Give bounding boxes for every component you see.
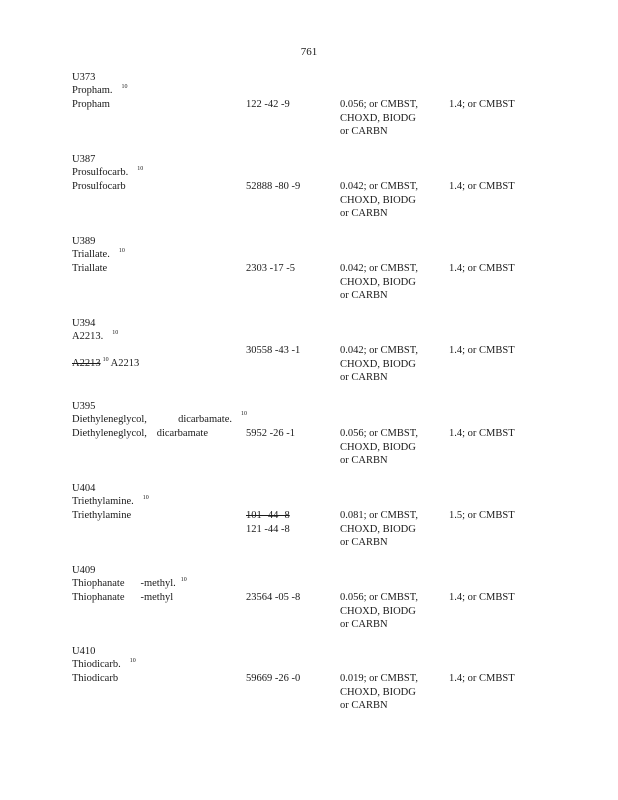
waste-code: U389: [72, 236, 96, 247]
footnote-marker: 10: [112, 330, 119, 336]
wastewater-standard: 0.042; or CMBST, CHOXD, BIODG or CARBN: [340, 181, 418, 219]
waste-code: U404: [72, 483, 96, 494]
cas-number: 2303 -17 -5: [246, 263, 295, 274]
entry-title: Thiodicarb. $^{10}$: [72, 658, 136, 670]
waste-entry-u373: [72, 71, 572, 151]
constituent-name: Prosulfocarb: [72, 181, 126, 192]
constituent-name: [72, 357, 139, 373]
waste-entry-u410: [72, 645, 572, 725]
nonwastewater-standard: 1.4; or CMBST: [449, 428, 515, 439]
wastewater-standard: 0.056; or CMBST, CHOXD, BIODG or CARBN: [340, 592, 418, 630]
constituent-name: Thiophanate -methyl: [72, 592, 174, 603]
page-number: 761: [300, 46, 318, 58]
nonwastewater-standard: 1.5; or CMBST: [449, 510, 515, 521]
waste-code: U410: [72, 646, 96, 657]
waste-entry-u394: [72, 317, 572, 397]
cas-number: 30558 -43 -1: [246, 345, 301, 356]
waste-code: U373: [72, 72, 96, 83]
nonwastewater-standard: 1.4; or CMBST: [449, 181, 515, 192]
constituent-name: Triallate: [72, 263, 108, 274]
nonwastewater-standard: 1.4; or CMBST: [449, 99, 515, 110]
waste-entry-u404: [72, 482, 572, 562]
wastewater-standard: 0.042; or CMBST, CHOXD, BIODG or CARBN: [340, 263, 418, 301]
cas-number: 5952 -26 -1: [246, 428, 295, 439]
footnote-marker: 10: [121, 84, 128, 90]
waste-entry-u387: [72, 153, 572, 233]
nonwastewater-standard: 1.4; or CMBST: [449, 673, 515, 684]
cas-number: 23564 -05 -8: [246, 592, 301, 603]
footnote-marker: 10: [241, 411, 247, 417]
entry-title: Triallate. $^{10}$: [72, 248, 125, 260]
wastewater-standard: 0.081; or CMBST, CHOXD, BIODG or CARBN: [340, 510, 418, 548]
entry-title: Thiophanate -methyl. $^{10}$: [72, 577, 187, 589]
inserted-cas-number: 121 -44 -8: [246, 523, 290, 535]
entry-title: Diethyleneglycol, dicarbamate. $^{10}$: [72, 411, 247, 425]
waste-code: U409: [72, 565, 96, 576]
cas-number: 122 -42 -9: [246, 99, 290, 110]
cas-number: [246, 509, 290, 536]
nonwastewater-standard: 1.4; or CMBST: [449, 263, 515, 274]
wastewater-standard: 0.056; or CMBST, CHOXD, BIODG or CARBN: [340, 428, 418, 466]
wastewater-standard: 0.042; or CMBST, CHOXD, BIODG or CARBN: [340, 345, 418, 383]
nonwastewater-standard: 1.4; or CMBST: [449, 592, 515, 603]
waste-entry-u409: [72, 564, 572, 644]
waste-entry-u395: [72, 400, 572, 480]
deleted-name: A2213: [72, 358, 101, 369]
entry-title: Propham. $^{10}$: [72, 84, 128, 96]
entry-title: Prosulfocarb. $^{10}$: [72, 166, 144, 178]
cas-number: 59669 -26 -0: [246, 673, 301, 684]
footnote-marker: 10: [142, 495, 149, 501]
constituent-name: Thiodicarb: [72, 673, 119, 684]
nonwastewater-standard: 1.4; or CMBST: [449, 345, 515, 356]
footnote-marker: 10: [180, 577, 187, 583]
cas-number: 52888 -80 -9: [246, 181, 301, 192]
constituent-name: Triethylamine: [72, 510, 132, 521]
footnote-marker: 10: [129, 658, 136, 664]
footnote-marker: 10: [137, 166, 144, 172]
waste-code: U395: [72, 401, 96, 412]
constituent-name: Diethyleneglycol, dicarbamate: [72, 428, 208, 439]
waste-code: U394: [72, 318, 96, 329]
waste-entry-u389: [72, 235, 572, 315]
entry-title: A2213. $^{10}$: [72, 330, 119, 342]
entry-title: Triethylamine. $^{10}$: [72, 495, 149, 507]
deleted-cas-number: 101 -44 -8: [246, 510, 290, 521]
footnote-marker: 10: [102, 357, 109, 363]
wastewater-standard: 0.056; or CMBST, CHOXD, BIODG or CARBN: [340, 99, 418, 137]
inserted-name: A2213: [110, 358, 140, 369]
waste-code: U387: [72, 154, 96, 165]
wastewater-standard: 0.019; or CMBST, CHOXD, BIODG or CARBN: [340, 673, 418, 711]
footnote-marker: 10: [118, 248, 125, 254]
constituent-name: Propham: [72, 99, 110, 110]
